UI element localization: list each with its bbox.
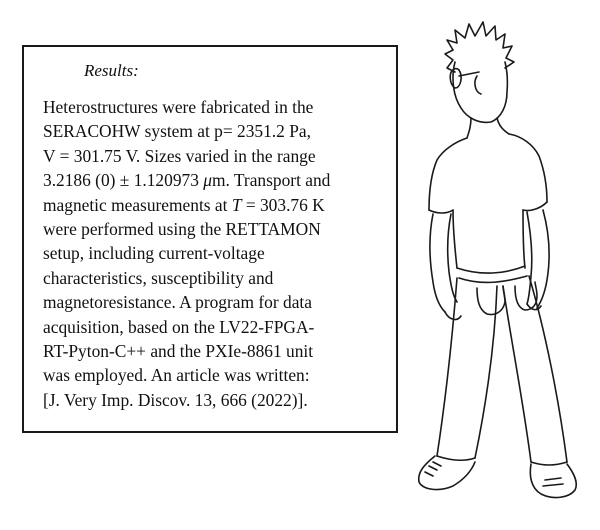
results-line: [J. Very Imp. Discov. 13, 666 (2022)].	[43, 389, 308, 410]
person-walking-away-sketch-icon	[395, 10, 600, 520]
results-line: 3.2186 (0) ± 1.120973 μm. Transport and	[43, 170, 331, 191]
results-line: magnetic measurements at T = 303.76 K	[43, 194, 325, 215]
results-line: characteristics, susceptibility and	[43, 267, 274, 288]
results-line: RT-Pyton-C++ and the PXIe-8861 unit	[43, 341, 314, 362]
results-line: Heterostructures were fabricated in the	[43, 97, 314, 117]
results-line: acquisition, based on the LV22-FPGA-	[43, 316, 315, 337]
results-box	[22, 45, 398, 433]
results-heading: Results:	[84, 61, 139, 80]
results-body	[43, 95, 388, 412]
results-line: setup, including current-voltage	[43, 243, 265, 264]
results-line: were performed using the RETTAMON	[43, 219, 321, 240]
results-line: SERACOHW system at p= 2351.2 Pa,	[43, 121, 311, 142]
results-line: V = 301.75 V. Sizes varied in the range	[43, 145, 316, 166]
results-line: magnetoresistance. A program for data	[43, 292, 312, 313]
results-line: was employed. An article was written:	[43, 365, 310, 386]
